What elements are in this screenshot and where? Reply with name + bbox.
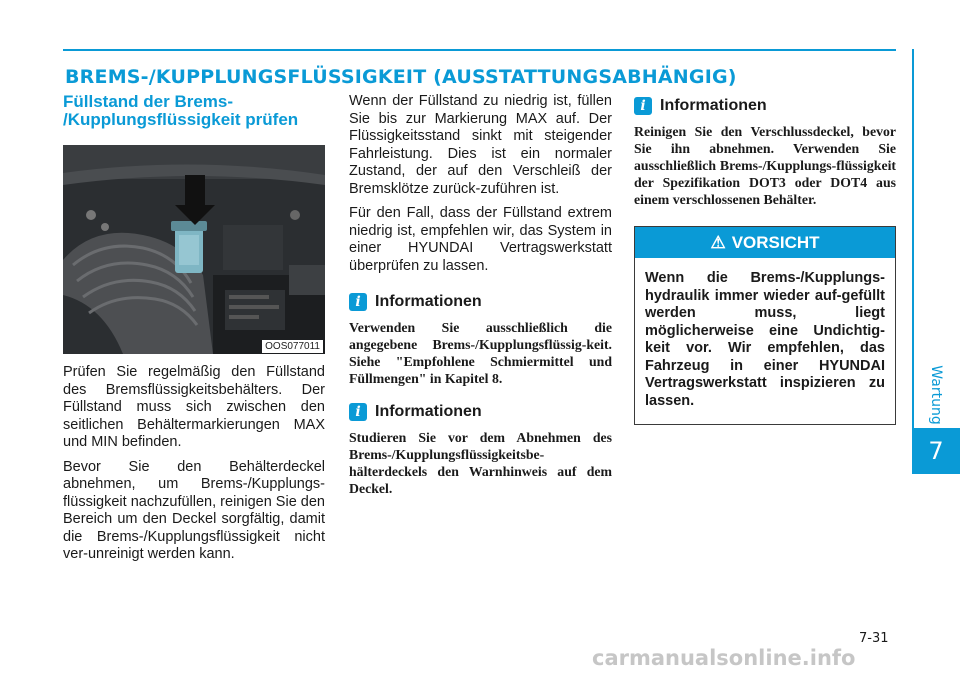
figure-code: OOS077011: [262, 340, 323, 353]
info-title: Informationen: [375, 403, 482, 420]
caution-header: [635, 227, 895, 258]
info-text: Reinigen Sie den Verschlussdeckel, bevor Sie ihn abnehmen. Verwenden Sie ausschließlich Brems-/Kupplungs-flüssigkeit der Spezifikation DOT3 oder DOT4 aus einem verschlossenen Behälter.: [634, 124, 896, 207]
caution-text: Wenn die Brems-/Kupplungs-hydraulik immer wieder auf-gefüllt werden muss, liegt möglicherweise eine Undichtig-keit vor. Wir empfehlen, das Fahrzeug in einer HYUNDAI Vertragswerkstatt inspizieren zu lassen.: [645, 270, 885, 409]
caution-title: VORSICHT: [731, 232, 820, 252]
info-block: [349, 293, 612, 387]
paragraph: Bevor Sie den Behälterdeckel abnehmen, um Brems-/Kupplungs-flüssigkeit nachzufüllen, reinigen Sie den Bereich um den Deckel sorgfältig, damit die Brems-/Kupplungsflüssigkeit nicht ver-unreinigt werden kann.: [63, 458, 325, 562]
top-rule: [63, 49, 896, 51]
chapter-label: Wartung: [928, 365, 944, 425]
column-1: [63, 93, 325, 564]
info-icon: i: [349, 403, 367, 421]
info-icon: i: [634, 97, 652, 115]
column-3: [634, 93, 896, 425]
info-header: [349, 293, 612, 311]
watermark: carmanualsonline.info: [592, 646, 856, 670]
info-header: [349, 403, 612, 421]
info-text: Studieren Sie vor dem Abnehmen des Brems-/Kupplungsflüssigkeitsbe-hälterdeckels den Warnhinweis auf dem Deckel.: [349, 430, 612, 496]
info-block: [634, 97, 896, 208]
chapter-tab: 7: [912, 428, 960, 474]
info-header: [634, 97, 896, 115]
page-number: 7-31: [859, 631, 889, 646]
caution-box: [634, 226, 896, 425]
engine-bay-figure: [63, 145, 325, 354]
page-heading: BREMS-/KUPPLUNGSFLÜSSIGKEIT (AUSSTATTUNGSABHÄNGIG): [65, 66, 737, 88]
paragraph: Prüfen Sie regelmäßig den Füllstand des Bremsflüssigkeitsbehälters. Der Füllstand muss sich zwischen den seitlichen Behältermarkierungen MAX und MIN befinden.: [63, 364, 325, 450]
info-title: Informationen: [375, 293, 482, 310]
paragraph: Wenn der Füllstand zu niedrig ist, füllen Sie bis zur Markierung MAX auf. Der Flüssigkeitsstand sinkt mit steigender Fahrleistung. Dies ist ein normaler Zustand, der auf den Verschleiß der Bremsklötze zurück-zuführen ist.: [349, 93, 612, 197]
engine-bay-photo: [63, 145, 325, 354]
paragraph: Für den Fall, dass der Füllstand extrem niedrig ist, empfehlen wir, das System in einer HYUNDAI Vertragswerkstatt überprüfen zu lassen.: [349, 205, 612, 274]
warning-triangle-icon: ⚠: [710, 232, 726, 252]
side-rule: [912, 49, 914, 429]
section-title: Füllstand der Brems- /Kupplungsflüssigkeit prüfen: [63, 92, 299, 129]
info-title: Informationen: [660, 97, 767, 114]
info-text: Verwenden Sie ausschließlich die angegebene Brems-/Kupplungsflüssig-keit. Siehe "Empfohlene Schmiermittel und Füllmengen" in Kapitel 8.: [349, 320, 612, 386]
info-icon: i: [349, 293, 367, 311]
info-block: [349, 403, 612, 497]
column-2: [349, 93, 612, 497]
